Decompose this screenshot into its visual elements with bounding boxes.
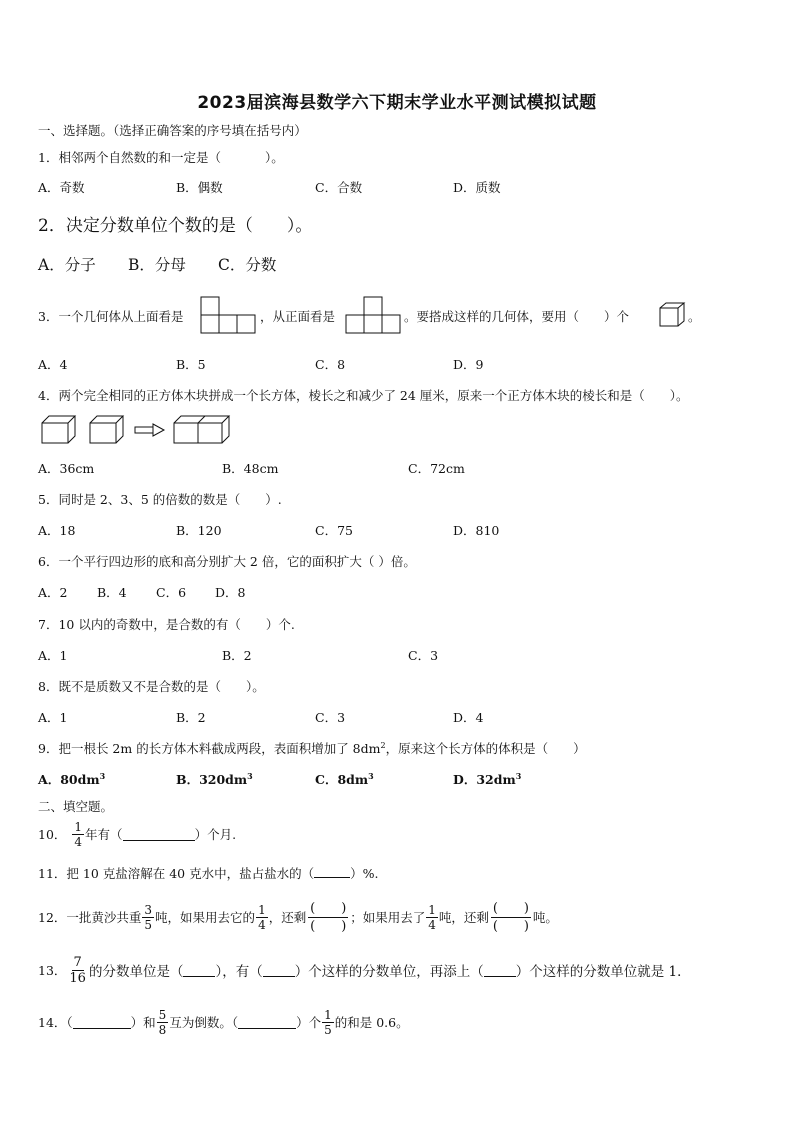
fraction-numerator: 7: [73, 954, 82, 970]
fraction-numerator: 1: [258, 902, 266, 917]
fraction-denominator: 16: [69, 970, 86, 986]
question-10-fraction: [72, 821, 84, 848]
q8-option-b[interactable]: B．2: [176, 710, 206, 725]
question-9-sup: 2: [380, 740, 386, 750]
question-14-blank-1[interactable]: [73, 1016, 131, 1029]
section-choice-heading: 一、选择题。（选择正确答案的序号填在括号内）: [38, 123, 307, 138]
question-12-text-c: ，还剩: [268, 910, 307, 925]
question-12-fraction-1: [142, 904, 154, 931]
question-5: 5．同时是 2、3、5 的倍数的数是（ ）.: [38, 492, 282, 507]
fraction-numerator: 5: [158, 1007, 167, 1022]
q9-option-d-sup: 3: [515, 770, 522, 781]
q7-option-a[interactable]: A．1: [38, 648, 68, 663]
question-13-text-b: ），有（: [215, 964, 263, 980]
q9-option-b[interactable]: [176, 770, 253, 788]
question-3-part-c: 。要搭成这样的几何体，要用（ ）个: [404, 309, 630, 324]
q9-option-c-label: C．8dm: [315, 772, 369, 787]
q1-option-c[interactable]: C．合数: [315, 180, 363, 195]
question-11-blank[interactable]: [314, 865, 350, 878]
q4-option-a[interactable]: A．36cm: [38, 461, 95, 476]
fraction-denominator: 5: [144, 917, 153, 932]
question-12-text-a: 12．一批黄沙共重: [38, 910, 142, 925]
answer-numerator: ( ): [492, 900, 529, 916]
q4-option-b[interactable]: B．48cm: [222, 461, 279, 476]
cube-icon: [659, 302, 687, 328]
q6-option-c[interactable]: C．6: [156, 585, 187, 600]
question-12-fraction-3: [426, 904, 438, 931]
fraction-denominator: 4: [428, 917, 436, 932]
q1-option-a[interactable]: A．奇数: [38, 180, 85, 195]
q9-option-b-sup: 3: [247, 770, 253, 781]
question-13-fraction: [67, 956, 88, 985]
question-14-blank-2[interactable]: [238, 1016, 296, 1029]
q2-option-a[interactable]: A．分子: [38, 256, 96, 274]
question-9-stem-b: ，原来这个长方体的体积是（ ）: [385, 741, 586, 756]
question-2: 2．决定分数单位个数的是（ ）。: [38, 216, 313, 236]
q9-option-a[interactable]: [38, 770, 105, 788]
cubes-joining-figure: [40, 415, 235, 445]
top-view-figure: [200, 296, 260, 334]
question-3-part-a: 3．一个几何体从上面看是: [38, 309, 184, 324]
q9-option-c-sup: 3: [368, 770, 374, 781]
question-12-text-b: 吨，如果用去它的: [155, 910, 256, 925]
question-1-stem-b: ）。: [264, 150, 284, 165]
question-1: [38, 148, 284, 166]
question-9: [38, 739, 586, 757]
question-12-answer-fraction-2[interactable]: [491, 902, 531, 933]
question-13-text-d: ）个这样的分数单位就是 1．: [515, 964, 691, 980]
answer-numerator: ( ): [310, 900, 347, 916]
answer-denominator: ( ): [310, 918, 347, 934]
question-14: [38, 1004, 409, 1040]
q9-option-a-label: A．80dm: [38, 772, 100, 787]
q1-option-b[interactable]: B．偶数: [176, 180, 223, 195]
question-10-num: 10．: [38, 827, 67, 842]
q2-option-b[interactable]: B．分母: [128, 256, 186, 274]
question-12: [38, 895, 558, 939]
q3-option-c[interactable]: C．8: [315, 357, 346, 372]
fraction-numerator: 3: [144, 902, 153, 917]
fraction-denominator: 5: [324, 1022, 332, 1037]
question-12-answer-fraction-1[interactable]: [308, 902, 348, 933]
q9-option-d[interactable]: [453, 770, 521, 788]
question-13-blank-3[interactable]: [484, 964, 516, 977]
q2-option-c[interactable]: C．分数: [218, 256, 277, 274]
question-13-blank-1[interactable]: [183, 964, 215, 977]
q7-option-c[interactable]: C．3: [408, 648, 439, 663]
q6-option-d[interactable]: D．8: [215, 585, 246, 600]
fraction-denominator: 8: [158, 1022, 167, 1037]
question-9-stem-a: 9．把一根长 2m 的长方体木料截成两段，表面积增加了 8dm: [38, 741, 381, 756]
question-8: 8．既不是质数又不是合数的是（ ）。: [38, 679, 265, 694]
q9-option-c[interactable]: [315, 770, 374, 788]
question-14-text-b: ）和: [130, 1015, 156, 1030]
fraction-denominator: 4: [74, 834, 83, 849]
question-1-stem-a: 1．相邻两个自然数的和一定是（: [38, 150, 221, 165]
question-4: 4．两个完全相同的正方体木块拼成一个长方体，棱长之和减少了 24 厘米，原来一个正方体木块的棱长和是（ ）。: [38, 388, 689, 403]
question-12-text-d: ；如果用去了: [350, 910, 426, 925]
fraction-numerator: 1: [324, 1007, 332, 1022]
q7-option-b[interactable]: B．2: [222, 648, 252, 663]
question-12-text-e: 吨，还剩: [438, 910, 489, 925]
q5-option-b[interactable]: B．120: [176, 523, 222, 538]
q4-option-c[interactable]: C．72cm: [408, 461, 465, 476]
question-11-text-a: 11．把 10 克盐溶解在 40 克水中，盐占盐水的（: [38, 866, 315, 881]
q5-option-d[interactable]: D．810: [453, 523, 500, 538]
question-11-text-b: ）%.: [350, 866, 379, 881]
q8-option-d[interactable]: D．4: [453, 710, 484, 725]
question-10-text-a: 年有（: [85, 827, 123, 842]
q6-option-b[interactable]: B．4: [97, 585, 127, 600]
question-14-text-a: 14．（: [38, 1015, 73, 1030]
question-6: 6．一个平行四边形的底和高分别扩大 2 倍，它的面积扩大（ ）倍。: [38, 554, 416, 569]
question-14-fraction-1: [157, 1009, 169, 1036]
answer-denominator: ( ): [492, 918, 529, 934]
q9-option-a-sup: 3: [99, 770, 106, 781]
question-10: [38, 818, 236, 850]
question-13: [38, 952, 691, 988]
q6-option-a[interactable]: A．2: [38, 585, 68, 600]
q9-option-d-label: D．32dm: [453, 772, 516, 787]
q5-option-c[interactable]: C．75: [315, 523, 353, 538]
q8-option-a[interactable]: A．1: [38, 710, 68, 725]
question-12-fraction-2: [256, 904, 268, 931]
question-3-part-d: 。: [688, 309, 701, 324]
q5-option-a[interactable]: A．18: [38, 523, 76, 538]
page-title: 2023届滨海县数学六下期末学业水平测试模拟试题: [197, 93, 597, 113]
section-fill-heading: 二、填空题。: [38, 799, 114, 814]
question-13-text-a: 的分数单位是（: [88, 964, 184, 980]
question-12-text-f: 吨。: [532, 910, 558, 925]
question-14-text-d: ）个: [296, 1015, 322, 1030]
question-11: [38, 864, 378, 882]
q3-option-a[interactable]: A．4: [38, 357, 68, 372]
q3-option-d[interactable]: D．9: [453, 357, 484, 372]
question-14-fraction-2: [322, 1009, 334, 1036]
question-14-text-e: 的和是 0.6。: [334, 1015, 409, 1030]
question-13-blank-2[interactable]: [263, 964, 295, 977]
question-10-text-b: ）个月.: [194, 827, 237, 842]
q1-option-d[interactable]: D．质数: [453, 180, 501, 195]
question-14-text-c: 互为倒数。（: [169, 1015, 239, 1030]
question-7: 7．10 以内的奇数中，是合数的有（ ）个.: [38, 617, 295, 632]
fraction-numerator: 1: [428, 902, 436, 917]
fraction-denominator: 4: [258, 917, 266, 932]
q9-option-b-label: B．320dm: [176, 772, 248, 787]
question-3-part-b: ，从正面看是: [260, 309, 336, 324]
q8-option-c[interactable]: C．3: [315, 710, 346, 725]
front-view-figure: [345, 296, 405, 334]
question-10-blank[interactable]: [123, 828, 195, 841]
q3-option-b[interactable]: B．5: [176, 357, 206, 372]
question-13-text-c: ）个这样的分数单位，再添上（: [294, 964, 484, 980]
fraction-numerator: 1: [74, 819, 83, 834]
question-13-num: 13．: [38, 963, 67, 978]
